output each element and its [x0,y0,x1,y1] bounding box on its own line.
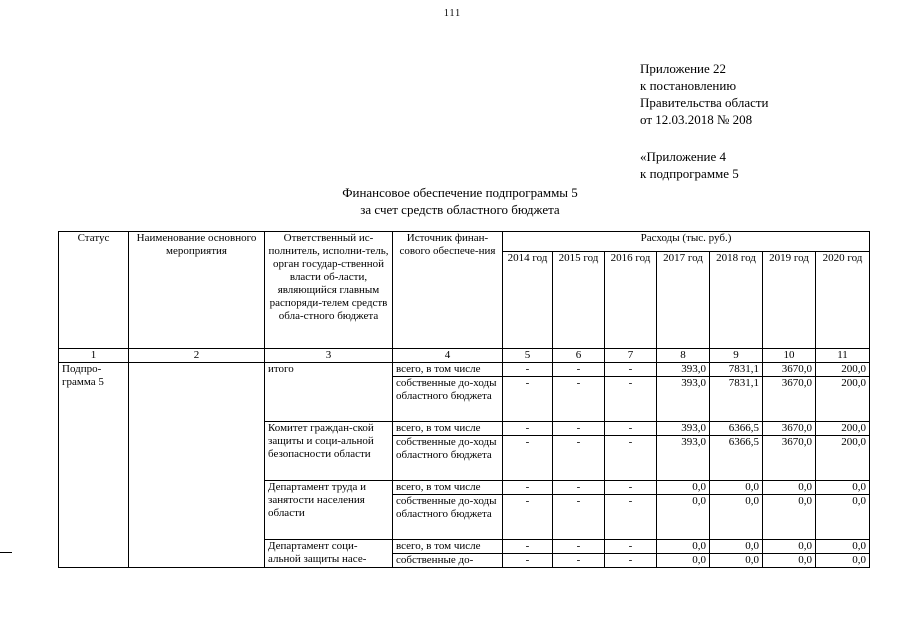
header-source: Источник финан-сового обеспече-ния [393,232,503,349]
index-cell: 9 [710,349,763,363]
appendix-line: Правительства области [640,95,769,110]
appendix-line: от 12.03.2018 № 208 [640,112,753,127]
value-cell: - [605,363,657,377]
title-line: Финансовое обеспечение подпрограммы 5 [342,185,578,200]
index-cell: 5 [503,349,553,363]
appendix-sub-block [640,148,739,182]
value-cell: 0,0 [763,495,816,540]
value-cell: 200,0 [816,377,870,422]
value-cell: 0,0 [710,495,763,540]
value-cell: - [605,495,657,540]
value-cell: 0,0 [657,554,710,568]
margin-mark [0,552,12,553]
value-cell: 3670,0 [763,363,816,377]
responsible-cell: итого [265,363,393,422]
value-cell: 393,0 [657,436,710,481]
value-cell: 3670,0 [763,377,816,422]
value-cell: - [503,422,553,436]
value-cell: - [605,422,657,436]
activity-name-cell [129,363,265,568]
value-cell: - [553,436,605,481]
value-cell: 0,0 [763,540,816,554]
value-cell: - [553,540,605,554]
value-cell: 6366,5 [710,422,763,436]
header-year: 2015 год [553,252,605,349]
value-cell: 200,0 [816,422,870,436]
value-cell: - [553,554,605,568]
value-cell: 200,0 [816,363,870,377]
index-cell: 2 [129,349,265,363]
header-name: Наименование основного мероприятия [129,232,265,349]
source-cell: собственные до-ходы областного бюджета [393,436,503,481]
value-cell: - [553,481,605,495]
value-cell: - [605,481,657,495]
appendix-sub-line: «Приложение 4 [640,149,727,164]
value-cell: - [503,436,553,481]
value-cell: - [605,377,657,422]
appendix-sub-line: к подпрограмме 5 [640,166,739,181]
header-responsible: Ответственный ис-полнитель, исполни-тель, орган государ-ственной власти об-ласти, являющийся главным распоряди-телем средств обла-стного бюджета [265,232,393,349]
value-cell: 7831,1 [710,377,763,422]
source-cell: всего, в том числе [393,422,503,436]
source-cell: всего, в том числе [393,363,503,377]
value-cell: - [503,540,553,554]
appendix-block [640,60,769,128]
value-cell: 7831,1 [710,363,763,377]
value-cell: 0,0 [710,481,763,495]
value-cell: - [553,377,605,422]
appendix-line: к постановлению [640,78,737,93]
value-cell: 0,0 [657,540,710,554]
header-expenses: Расходы (тыс. руб.) [503,232,870,252]
header-year: 2018 год [710,252,763,349]
value-cell: 0,0 [657,495,710,540]
value-cell: 393,0 [657,422,710,436]
index-cell: 8 [657,349,710,363]
value-cell: 0,0 [763,554,816,568]
header-year: 2020 год [816,252,870,349]
index-cell: 4 [393,349,503,363]
value-cell: 3670,0 [763,436,816,481]
value-cell: 0,0 [710,540,763,554]
financing-table [58,231,870,568]
value-cell: - [553,495,605,540]
value-cell: 0,0 [816,495,870,540]
source-cell: всего, в том числе [393,481,503,495]
source-cell: собственные до- [393,554,503,568]
header-year: 2016 год [605,252,657,349]
value-cell: 0,0 [657,481,710,495]
source-cell: собственные до-ходы областного бюджета [393,377,503,422]
value-cell: 0,0 [710,554,763,568]
value-cell: - [503,495,553,540]
value-cell: 393,0 [657,363,710,377]
value-cell: 0,0 [816,540,870,554]
value-cell: - [605,436,657,481]
value-cell: - [553,422,605,436]
value-cell: - [503,363,553,377]
source-cell: всего, в том числе [393,540,503,554]
status-cell: Подпро-грамма 5 [59,363,129,568]
value-cell: - [605,554,657,568]
index-cell: 3 [265,349,393,363]
source-cell: собственные до-ходы областного бюджета [393,495,503,540]
page-number: 111 [443,8,462,19]
value-cell: 3670,0 [763,422,816,436]
index-cell: 1 [59,349,129,363]
header-year: 2017 год [657,252,710,349]
index-cell: 11 [816,349,870,363]
responsible-cell: Департамент соци-альной защиты насе- [265,540,393,568]
appendix-line: Приложение 22 [640,61,727,76]
index-cell: 6 [553,349,605,363]
value-cell: 6366,5 [710,436,763,481]
document-title [280,184,640,218]
value-cell: - [503,377,553,422]
responsible-cell: Комитет граждан-ской защиты и соци-альной безопасности области [265,422,393,481]
responsible-cell: Департамент труда и занятости населения области [265,481,393,540]
index-cell: 10 [763,349,816,363]
index-cell: 7 [605,349,657,363]
value-cell: - [503,481,553,495]
value-cell: - [605,540,657,554]
header-year: 2014 год [503,252,553,349]
header-status: Статус [59,232,129,349]
value-cell: - [503,554,553,568]
title-line: за счет средств областного бюджета [360,202,560,217]
value-cell: 393,0 [657,377,710,422]
value-cell: 0,0 [816,481,870,495]
value-cell: - [553,363,605,377]
header-year: 2019 год [763,252,816,349]
value-cell: 200,0 [816,436,870,481]
value-cell: 0,0 [816,554,870,568]
value-cell: 0,0 [763,481,816,495]
